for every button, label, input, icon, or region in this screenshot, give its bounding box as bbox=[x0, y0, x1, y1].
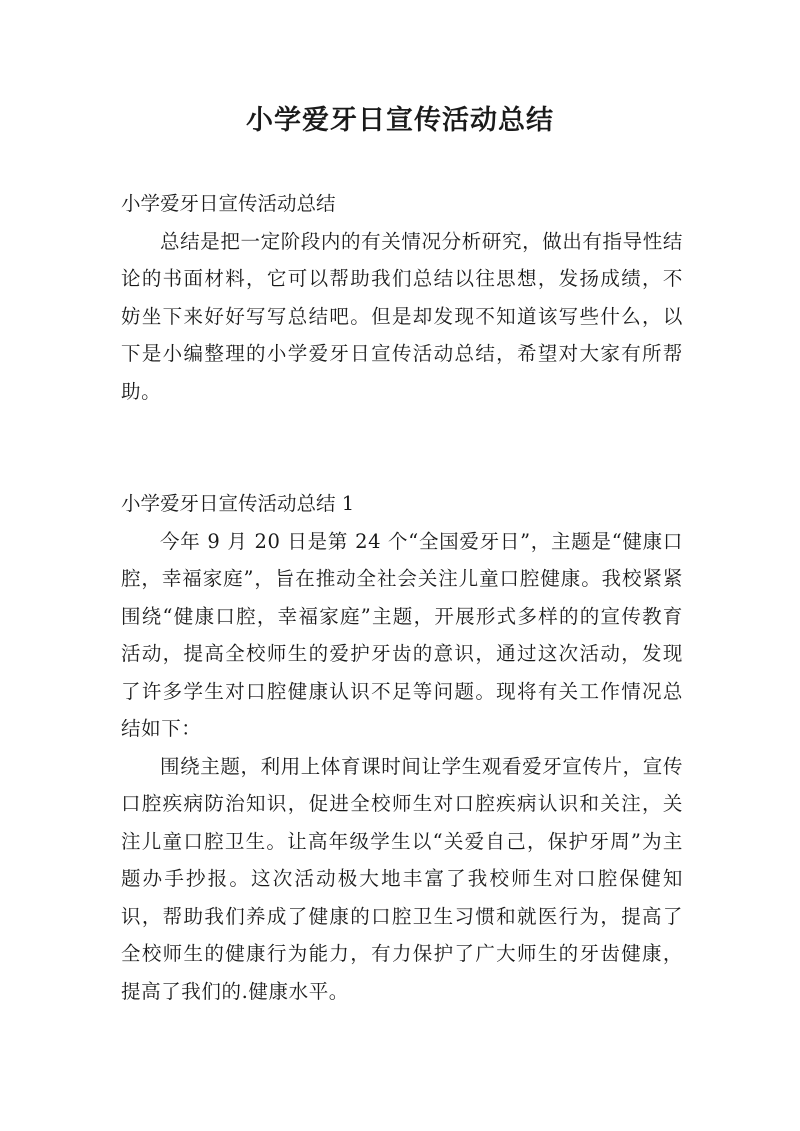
intro-heading: 小学爱牙日宣传活动总结 bbox=[121, 192, 336, 215]
section-1-heading: 小学爱牙日宣传活动总结 1 bbox=[121, 492, 355, 515]
section-1-paragraph-1: 今年 9 月 20 日是第 24 个“全国爱牙日”，主题是“健康口腔，幸福家庭”，旨在推动全社会关注儿童口腔健康。我校紧紧围绕“健康口腔，幸福家庭”主题，开展形式多样的的宣传教育活动，提高全校师生的爱护牙齿的意识，通过这次活动，发现了许多学生对口腔健康认识不足等问题。现将有关工作情况总结如下： bbox=[121, 529, 683, 740]
section-spacer bbox=[121, 410, 683, 485]
document-title: 小学爱牙日宣传活动总结 bbox=[246, 105, 554, 136]
section-1-paragraph-2: 围绕主题，利用上体育课时间让学生观看爱牙宣传片，宣传口腔疾病防治知识，促进全校师生对口腔疾病认识和关注，关注儿童口腔卫生。让高年级学生以“关爱自己，保护牙周”为主题办手抄报。这次活动极大地丰富了我校师生对口腔保健知识，帮助我们养成了健康的口腔卫生习惯和就医行为，提高了全校师生的健康行为能力，有力保护了广大师生的牙齿健康，提高了我们的.健康水平。 bbox=[121, 754, 683, 1003]
intro-paragraph: 总结是把一定阶段内的有关情况分析研究，做出有指导性结论的书面材料，它可以帮助我们总结以往思想，发扬成绩，不妨坐下来好好写写总结吧。但是却发现不知道该写些什么，以下是小编整理的小学爱牙日宣传活动总结，希望对大家有所帮助。 bbox=[121, 229, 683, 403]
document-body bbox=[121, 185, 683, 1010]
